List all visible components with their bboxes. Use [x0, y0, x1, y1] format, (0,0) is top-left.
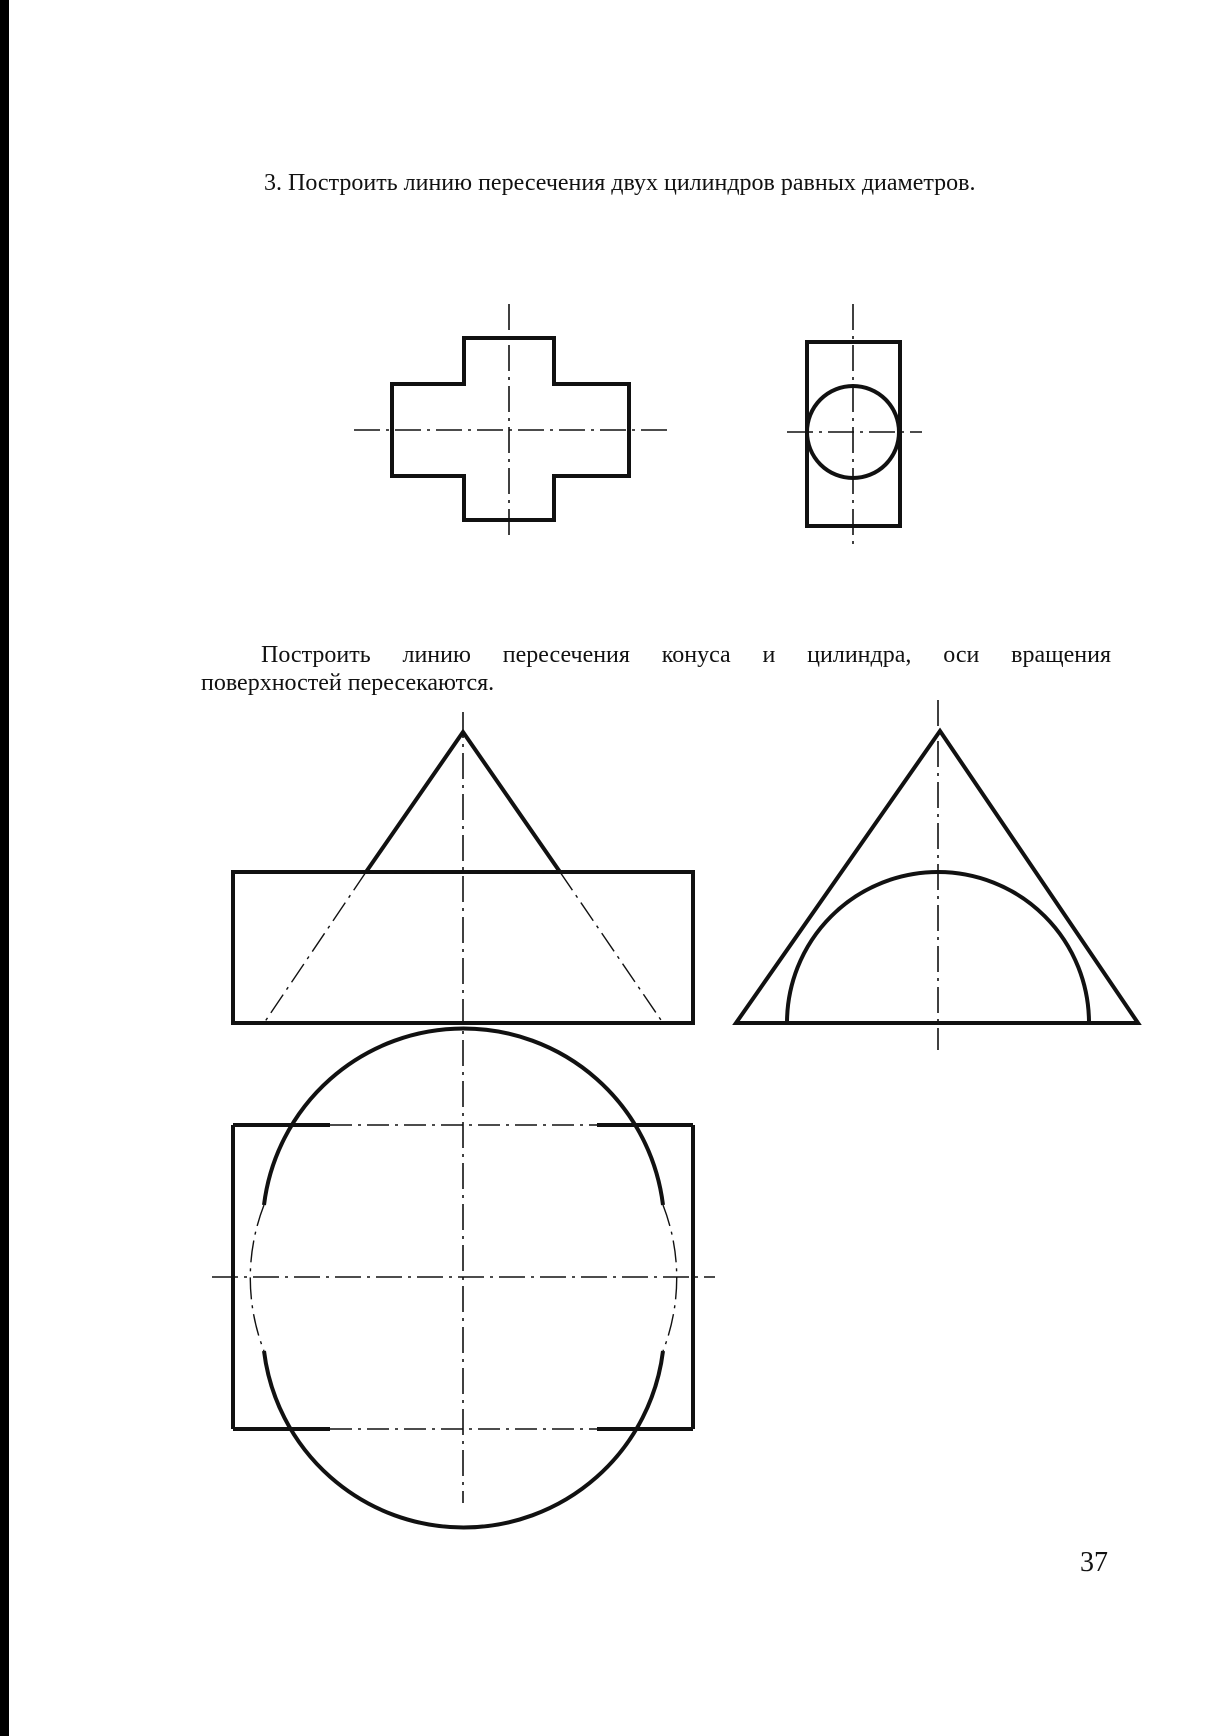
two-cylinders-front-view — [354, 304, 672, 540]
cone-base-circle-right-arc — [663, 1205, 677, 1351]
task-1-text: 3. Построить линию пересечения двух цилиндров равных диаметров. — [264, 170, 976, 196]
cone-cylinder-side-view — [736, 700, 1138, 1050]
cone-hidden-left — [264, 872, 366, 1023]
cone-hidden-right — [560, 872, 663, 1023]
two-cylinders-side-view — [787, 304, 922, 545]
page-number: 37 — [1080, 1547, 1108, 1578]
task-2-text-line-2: поверхностей пересекаются. — [201, 670, 495, 696]
cone-triangle — [736, 731, 1138, 1023]
task-2-text-line-1: Построить линию пересечения конуса и цилиндра, оси вращения — [261, 642, 1111, 668]
cross-outline — [392, 338, 629, 520]
cone-base-circle-left-arc — [250, 1205, 264, 1351]
